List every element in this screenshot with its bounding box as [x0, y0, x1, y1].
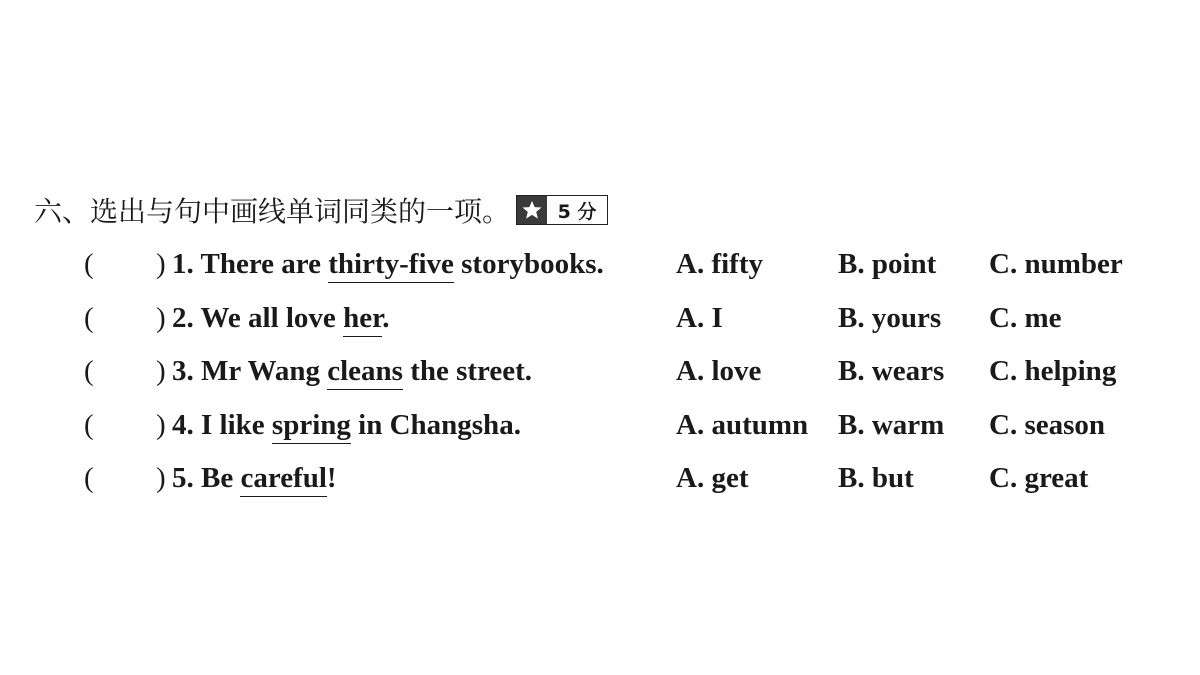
question-number: 1.: [172, 248, 194, 280]
stem-before: There are: [200, 248, 329, 280]
stem-after: the street.: [402, 355, 533, 387]
stem-after: !: [326, 462, 337, 494]
answer-paren-close: ): [156, 302, 166, 334]
underlined-word: cleans: [327, 355, 403, 390]
option-a: A. get: [676, 462, 749, 494]
answer-paren-close: ): [156, 248, 166, 280]
answer-paren-open: (: [84, 248, 94, 280]
option-c: C. helping: [989, 355, 1117, 387]
answer-paren-close: ): [156, 462, 166, 494]
stem-before: Be: [201, 462, 241, 494]
question-number: 5.: [172, 462, 194, 494]
answer-paren-open: (: [84, 462, 94, 494]
underlined-word: spring: [272, 409, 351, 444]
underlined-word: thirty-five: [328, 248, 454, 283]
option-c: C. great: [989, 462, 1089, 494]
option-b: B. warm: [838, 409, 945, 441]
stem-after: .: [382, 302, 390, 334]
question-number: 3.: [172, 355, 194, 387]
answer-paren-open: (: [84, 302, 94, 334]
question-row: [0, 458, 1200, 498]
section-title: 六、选出与句中画线单词同类的一项。: [34, 195, 511, 228]
option-a: A. autumn: [676, 409, 809, 441]
option-b: B. wears: [838, 355, 945, 387]
answer-paren-open: (: [84, 409, 94, 441]
answer-paren-close: ): [156, 409, 166, 441]
option-a: A. I: [676, 302, 723, 334]
question-row: [0, 298, 1200, 338]
question-number: 4.: [172, 409, 194, 441]
star-icon: [517, 196, 547, 224]
option-c: C. number: [989, 248, 1123, 280]
option-c: C. me: [989, 302, 1062, 334]
question-row: [0, 244, 1200, 284]
question-stem: [172, 244, 604, 284]
question-stem: [172, 298, 390, 338]
question-stem: [172, 351, 532, 391]
score-label: 5 分: [547, 196, 607, 224]
score-badge: [516, 195, 608, 225]
section-heading: [34, 190, 608, 230]
stem-before: I like: [201, 409, 272, 441]
answer-paren-close: ): [156, 355, 166, 387]
option-a: A. love: [676, 355, 762, 387]
stem-after: storybooks.: [453, 248, 604, 280]
option-a: A. fifty: [676, 248, 763, 280]
answer-paren-open: (: [84, 355, 94, 387]
question-stem: [172, 405, 521, 445]
underlined-word: careful: [240, 462, 326, 497]
option-b: B. but: [838, 462, 914, 494]
underlined-word: her: [343, 302, 382, 337]
question-row: [0, 351, 1200, 391]
question-number: 2.: [172, 302, 194, 334]
stem-before: We all love: [200, 302, 344, 334]
option-b: B. yours: [838, 302, 942, 334]
question-row: [0, 405, 1200, 445]
option-c: C. season: [989, 409, 1106, 441]
stem-before: Mr Wang: [201, 355, 328, 387]
option-b: B. point: [838, 248, 937, 280]
question-stem: [172, 458, 337, 498]
stem-after: in Changsha.: [350, 409, 521, 441]
